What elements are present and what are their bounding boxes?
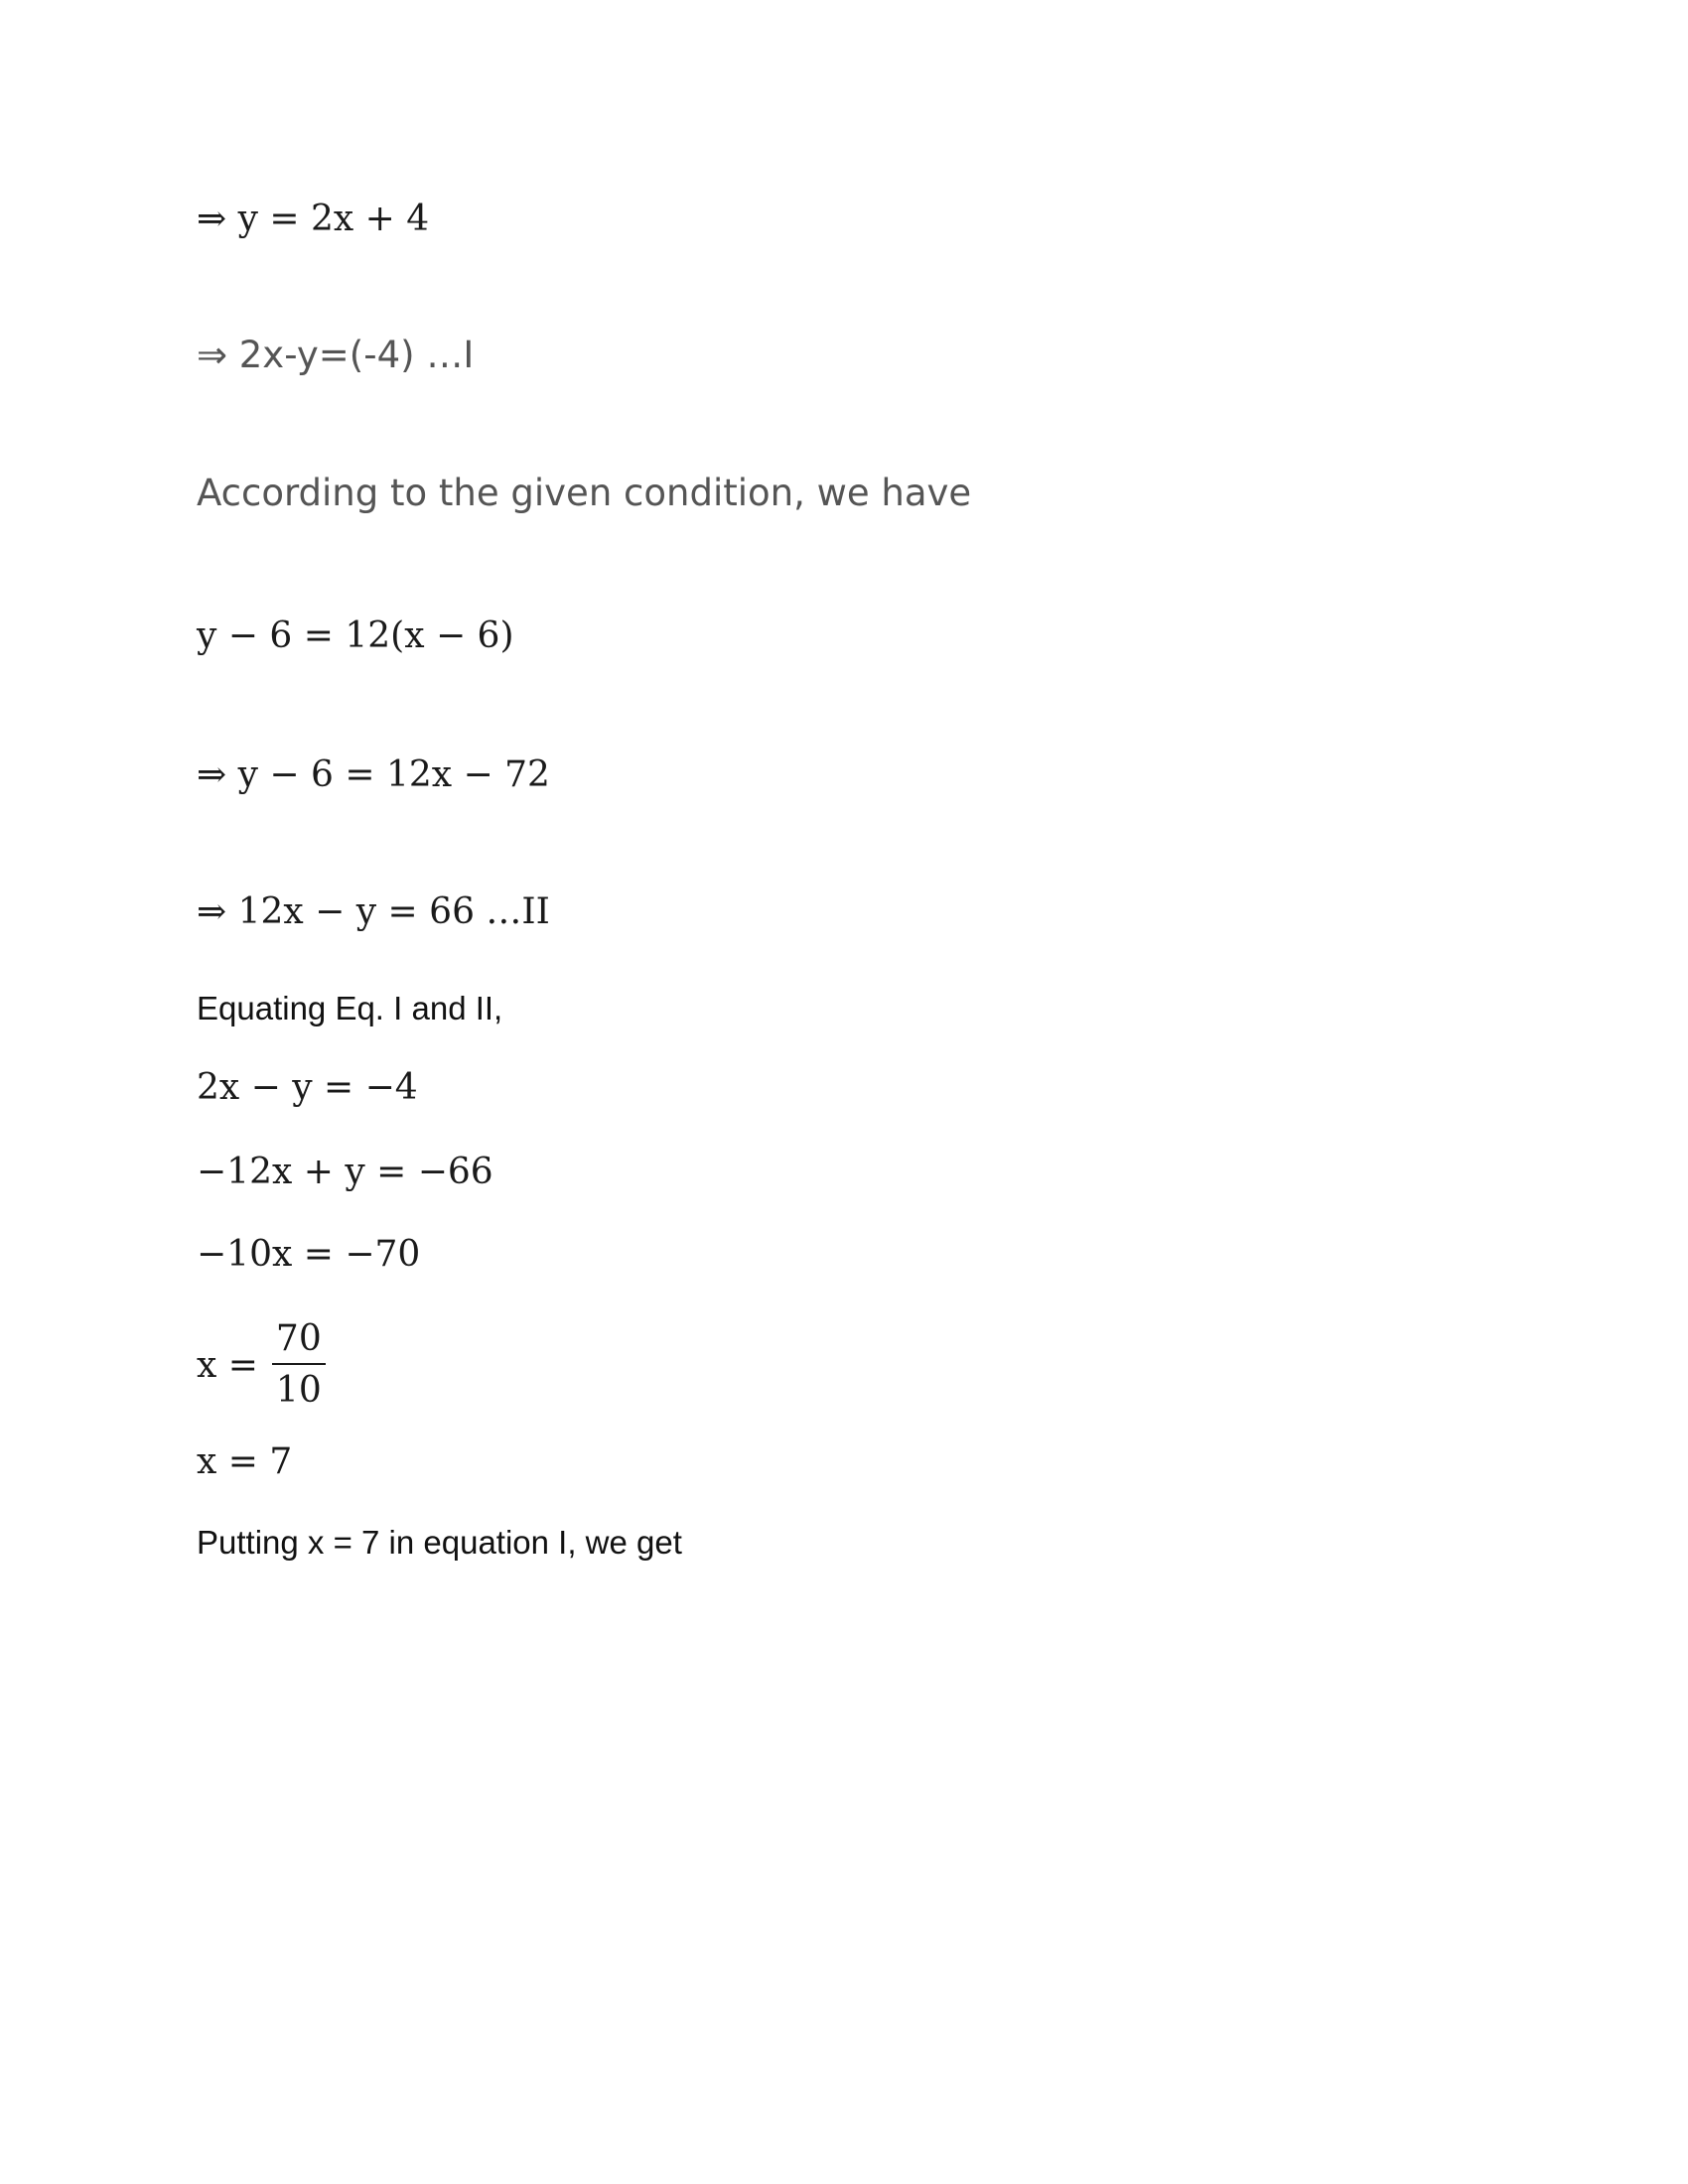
equation-line: x = 7 [197,1441,293,1482]
equation-line: 2x − y = −4 [197,1067,418,1108]
fraction-lhs: x = [197,1344,258,1386]
fraction-stack [272,1319,326,1410]
equation-line: y − 6 = 12(x − 6) [197,615,514,656]
fraction-equation [197,1310,326,1420]
fraction-denominator: 10 [275,1370,322,1411]
text-line: According to the given condition, we have [197,472,972,514]
equation-line: −12x + y = −66 [197,1152,493,1192]
equation-line: ⇒ y − 6 = 12x − 72 [197,754,550,795]
equation-line: ⇒ 12x − y = 66 …II [197,891,550,932]
equation-line: −10x = −70 [197,1234,421,1275]
text-line: Equating Eq. I and II, [197,990,503,1026]
equation-line: ⇒ y = 2x + 4 [197,199,430,239]
text-line: Putting x = 7 in equation I, we get [197,1524,682,1561]
fraction-numerator: 70 [272,1319,326,1365]
equation-line: ⇒ 2x-y=(-4) …I [197,334,475,376]
